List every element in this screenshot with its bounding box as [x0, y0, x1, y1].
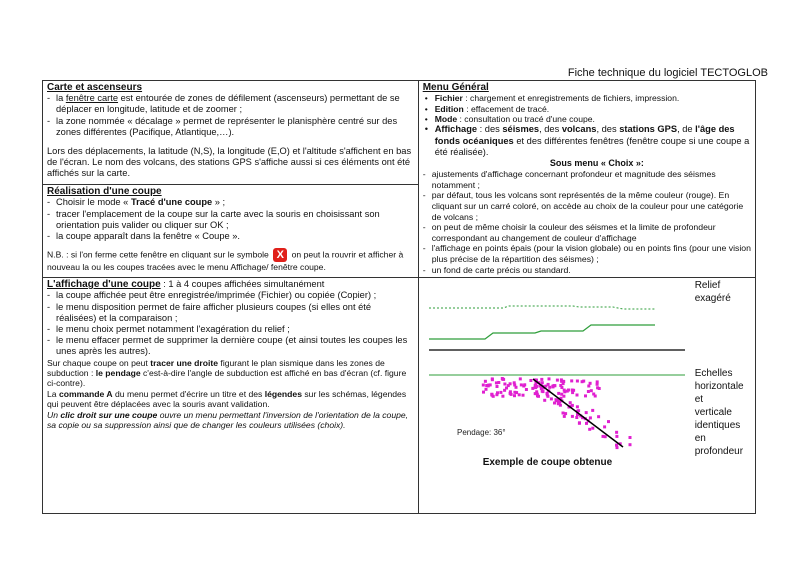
- seisme-point: [509, 390, 512, 393]
- seisme-point: [597, 415, 600, 418]
- seisme-point: [484, 380, 487, 383]
- seisme-point: [513, 394, 516, 397]
- seisme-point: [628, 436, 631, 439]
- droite-paragraph: Sur chaque coupe on peut tracer une droite figurant le plan sismique dans les zones de subduction : le pendage c'est-à-dire l'angle de subduction est affiché en bas d'écran (cf. figure ci-contre).: [47, 357, 407, 389]
- seisme-point: [584, 395, 587, 398]
- seisme-point: [575, 416, 578, 419]
- seisme-point: [501, 395, 504, 398]
- seisme-point: [503, 389, 506, 392]
- menu-item-edition: • Edition : effacement de tracé.: [423, 104, 751, 114]
- seisme-point: [578, 421, 581, 424]
- seisme-point: [588, 382, 591, 385]
- seisme-point: [584, 411, 587, 414]
- choix-list: [423, 169, 751, 275]
- seisme-point: [561, 412, 564, 415]
- carte-item: - la fenêtre carte est entourée de zones de défilement (ascenseurs) permettant de se déplacer en longitude, latitude et de zoomer ;: [47, 93, 414, 115]
- seisme-point: [556, 379, 559, 382]
- seisme-point: [628, 443, 631, 446]
- coupe-plot: [423, 287, 691, 453]
- seisme-point: [540, 381, 543, 384]
- seisme-point: [568, 401, 571, 404]
- realisation-heading: Réalisation d'une coupe: [47, 186, 162, 198]
- affichage-item: - le menu choix permet notamment l'exagération du relief ;: [47, 324, 414, 335]
- seisme-point: [571, 391, 574, 394]
- affichage-heading-line: L'affichage d'une coupe : 1 à 4 coupes affichées simultanément: [47, 279, 325, 291]
- relief-label: Relief exagéré: [694, 280, 731, 305]
- menu-item-mode: • Mode : consultation ou tracé d'une coupe.: [423, 114, 751, 124]
- commande-paragraph: La commande A du menu permet d'écrire un titre et des légendes sur les schémas, légendes qui peuvent être déplacées avec la souris avant validation.: [47, 388, 407, 410]
- seisme-point: [484, 388, 487, 391]
- seisme-point: [607, 420, 610, 423]
- seisme-point: [497, 381, 500, 384]
- seisme-point: [567, 389, 570, 392]
- sous-menu-heading: Sous menu « Choix »:: [549, 158, 644, 169]
- seisme-point: [543, 399, 546, 402]
- carte-heading: Carte et ascenseurs: [47, 82, 143, 93]
- seisme-point: [518, 378, 521, 381]
- seisme-point: [595, 383, 598, 386]
- fenetre-carte-term: fenêtre carte: [65, 93, 119, 104]
- seisme-point: [537, 395, 540, 398]
- pendage-droite: [533, 379, 623, 447]
- affichage-item: - la coupe affichée peut être enregistrée/imprimée (Fichier) ou copiée (Copier) ;: [47, 290, 414, 301]
- seisme-point: [491, 378, 494, 381]
- realisation-item: - Choisir le mode « Tracé d'une coupe » ;: [47, 197, 414, 208]
- seisme-point: [499, 391, 502, 394]
- seisme-point: [576, 405, 579, 408]
- fiche-table: [42, 80, 756, 514]
- seisme-point: [517, 393, 520, 396]
- seisme-point: [562, 395, 565, 398]
- affichage-list: [47, 290, 414, 357]
- seisme-point: [562, 415, 565, 418]
- seisme-point: [495, 385, 498, 388]
- seisme-point: [596, 386, 599, 389]
- menu-item-affichage: • Affichage : des séismes, des volcans, des stations GPS, de l'âge des fonds océaniques et des différentes fenêtres (fenêtre coupe si une coupe a été réalisée).: [423, 124, 751, 158]
- seisme-point: [576, 380, 579, 383]
- seisme-point: [591, 409, 594, 412]
- realisation-item: - tracer l'emplacement de la coupe sur la carte avec la souris en choisissant son orientation puis valider ou cliquer sur OK ;: [47, 209, 414, 231]
- seisme-point: [548, 386, 551, 389]
- seisme-point: [553, 402, 556, 405]
- seisme-point: [570, 389, 573, 392]
- menu-cell: [418, 81, 755, 278]
- choix-item: - ajustements d'affichage concernant profondeur et magnitude des séismes notamment ;: [423, 169, 751, 190]
- seisme-point: [508, 382, 511, 385]
- seisme-point: [541, 390, 544, 393]
- seisme-point: [482, 391, 485, 394]
- realisation-cell: [43, 185, 419, 278]
- seisme-point: [553, 384, 556, 387]
- seisme-point: [495, 393, 498, 396]
- menu-heading: Menu Général: [422, 82, 489, 93]
- seisme-point: [615, 431, 618, 434]
- seisme-point: [547, 378, 550, 381]
- seisme-point: [571, 404, 574, 407]
- realisation-item: - la coupe apparaît dans la fenêtre « Coupe ».: [47, 231, 414, 242]
- menu-list: [423, 93, 751, 158]
- figure-cell: [418, 278, 755, 514]
- seisme-point: [575, 394, 578, 397]
- coupe-figure: [423, 279, 751, 511]
- seisme-point: [513, 391, 516, 394]
- seisme-point: [513, 384, 516, 387]
- seisme-point: [589, 389, 592, 392]
- figure-caption: Exemple de coupe obtenue: [482, 457, 613, 469]
- seisme-point: [490, 393, 493, 396]
- seisme-point: [481, 384, 484, 387]
- seisme-point: [603, 426, 606, 429]
- seisme-point: [589, 417, 592, 420]
- seisme-point: [601, 435, 604, 438]
- seisme-point: [540, 378, 543, 381]
- carte-paragraph: Lors des déplacements, la latitude (N,S), la longitude (E,O) et l'altitude s'affichent en bas de l'écran. Le nom des volcans, des stations GPS s'affiche aussi si ces éléments ont été affichés sur la carte.: [47, 146, 412, 179]
- carte-list: [47, 93, 414, 138]
- realisation-list: [47, 197, 414, 242]
- seisme-point: [615, 444, 618, 447]
- seisme-point: [525, 388, 528, 391]
- seisme-point: [550, 398, 553, 401]
- choix-item: - l'affichage en points épais (pour la vision globale) ou en points fins (pour une vision plus précise de la répartition des séismes) ;: [423, 243, 751, 264]
- choix-item: - par défaut, tous les volcans sont représentés de la même couleur (rouge). En cliquant sur un carré coloré, on accède au choix de la couleur pour une catégorie de volcans ;: [423, 190, 751, 222]
- seisme-point: [557, 392, 560, 395]
- seisme-point: [591, 427, 594, 430]
- menu-item-fichier: • Fichier : chargement et enregistrements de fichiers, impression.: [423, 93, 751, 103]
- seisme-point: [503, 383, 506, 386]
- clic-droit-paragraph: Un clic droit sur une coupe ouvre un menu permettant l'inversion de l'orientation de la coupe, sa copie ou sa suppression ainsi que de changer les couleurs utilisées (choix).: [47, 409, 409, 431]
- seisme-point: [571, 415, 574, 418]
- seisme-point: [615, 435, 618, 438]
- seisme-point: [588, 428, 591, 431]
- choix-item: - on peut de même choisir la couleur des séismes et la limite de profondeur correspondant au changement de couleur d'affichage: [423, 222, 751, 243]
- seisme-point: [534, 384, 537, 387]
- seismes-cloud: [481, 377, 631, 449]
- affichage-cell: [43, 278, 419, 514]
- seisme-point: [570, 380, 573, 383]
- seisme-point: [529, 379, 532, 382]
- seisme-point: [559, 404, 562, 407]
- carte-cell: [43, 81, 419, 185]
- seisme-point: [587, 385, 590, 388]
- pendage-label: Pendage: 36°: [456, 428, 506, 438]
- seisme-point: [521, 394, 524, 397]
- seisme-point: [564, 412, 567, 415]
- relief-profile: [429, 306, 685, 350]
- seisme-point: [546, 395, 549, 398]
- choix-item: - un fond de carte précis ou standard.: [423, 265, 751, 276]
- nb-note: N.B. : si l'on ferme cette fenêtre en cliquant sur le symbole X on peut la rouvrir et afficher à nouveau la ou les coupes tracées avec le menu Affichage/ fenêtre coupe.: [47, 249, 404, 273]
- seisme-point: [580, 380, 583, 383]
- seisme-point: [535, 390, 538, 393]
- seisme-point: [562, 380, 565, 383]
- seisme-point: [592, 393, 595, 396]
- affichage-heading: L'affichage d'une coupe: [47, 279, 161, 291]
- seisme-point: [522, 385, 525, 388]
- carte-item: - la zone nommée « décalage » permet de représenter le planisphère centré sur des zones différentes (Pacifique, Atlantique,…).: [47, 116, 414, 138]
- seisme-point: [485, 384, 488, 387]
- seisme-point: [559, 384, 562, 387]
- seisme-point: [587, 390, 590, 393]
- seisme-point: [500, 377, 503, 380]
- affichage-item: - le menu effacer permet de supprimer la dernière coupe (et ainsi toutes les coupes les unes après les autres).: [47, 335, 414, 357]
- echelles-label: Echelles horizontale et verticale identiques en profondeur: [694, 368, 744, 458]
- page-title: Fiche technique du logiciel TECTOGLOB: [567, 67, 768, 79]
- relief-line: [429, 325, 655, 339]
- relief-top-line: [429, 306, 655, 309]
- close-x-icon: X: [273, 248, 287, 262]
- affichage-item: - le menu disposition permet de faire afficher plusieurs coupes (si elles ont été réalisées) et la comparaison ;: [47, 302, 414, 324]
